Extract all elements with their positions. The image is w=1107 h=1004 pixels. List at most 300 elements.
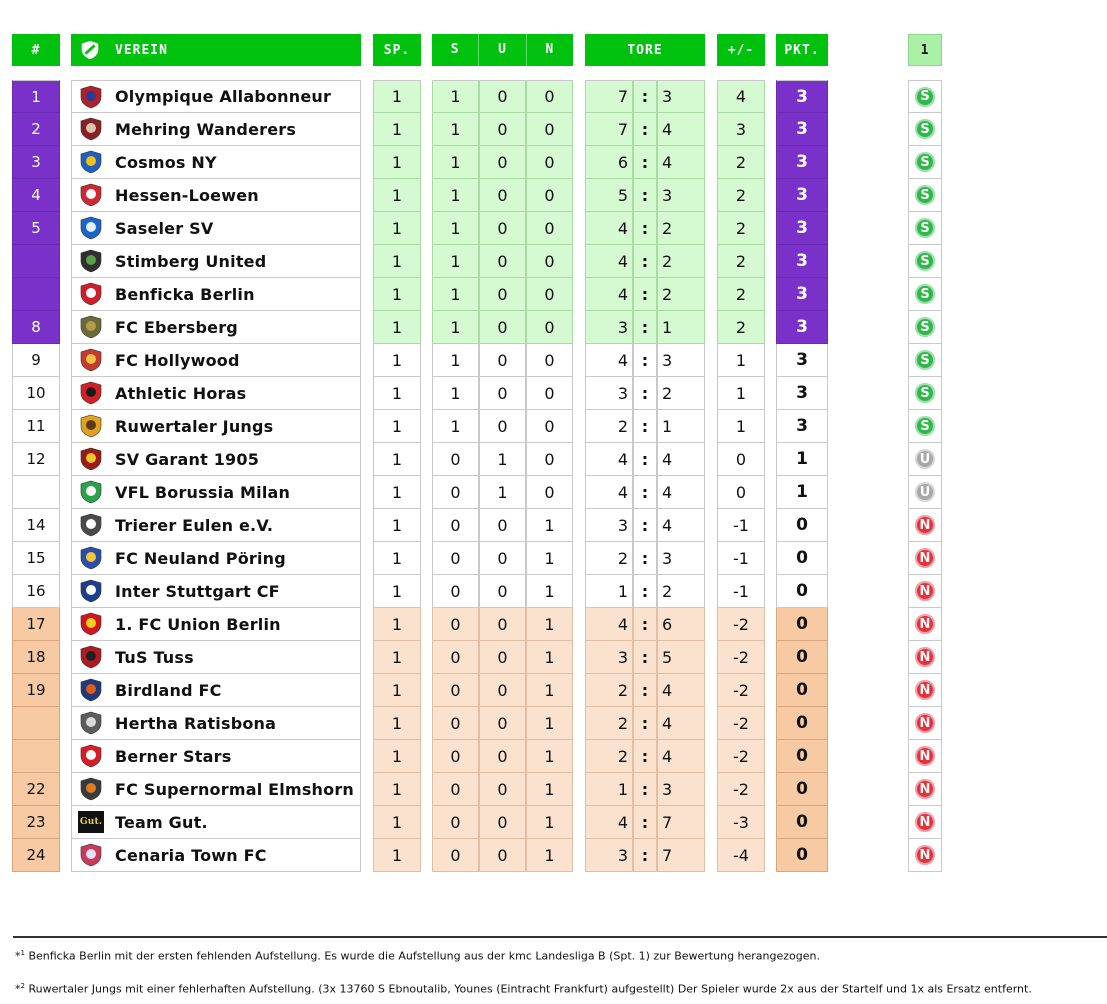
wins-cell: 0 [432,773,479,806]
rank-cell: 5 [12,212,60,245]
hertha-ratisbona-logo [78,711,104,735]
team-name[interactable]: Hessen-Loewen [115,185,259,205]
losses-cell: 1 [526,575,573,608]
goals-against-cell: 2 [657,245,705,278]
goal-diff-cell: -2 [717,707,765,740]
result-badge-icon: S [915,416,935,436]
played-cell: 1 [373,707,421,740]
points-cell: 3 [776,410,828,443]
table-row[interactable] [0,377,1107,410]
goals-separator: : [633,443,657,476]
played-cell: 1 [373,179,421,212]
goals-for-cell: 2 [585,707,633,740]
draws-cell: 0 [479,377,526,410]
cenaria-town-fc-logo [78,843,104,867]
team-cell[interactable] [71,476,361,509]
goals-for-cell: 3 [585,311,633,344]
result-badge-icon: U [915,482,935,502]
team-cell[interactable] [71,542,361,575]
points-cell: 0 [776,575,828,608]
team-name[interactable]: FC Hollywood [115,350,240,370]
result-cell [908,542,942,575]
table-row[interactable] [0,80,1107,113]
fc-union-berlin-logo-shape [79,612,103,636]
rank-cell: 15 [12,542,60,575]
sv-garant-1905-logo-shape [79,447,103,471]
rank-cell: 12 [12,443,60,476]
played-cell: 1 [373,806,421,839]
goals-for-cell: 2 [585,740,633,773]
draws-cell: 0 [479,179,526,212]
goals-for-cell: 4 [585,476,633,509]
wins-cell: 1 [432,278,479,311]
goals-for-cell: 3 [585,839,633,872]
header-tore[interactable]: TORE [585,34,705,66]
goals-for-cell: 4 [585,806,633,839]
header-pos[interactable]: # [12,34,60,66]
losses-cell: 0 [526,377,573,410]
result-cell [908,806,942,839]
table-row[interactable] [0,641,1107,674]
goals-for-cell: 4 [585,443,633,476]
table-row[interactable] [0,509,1107,542]
fc-hollywood-logo-shape [79,348,103,372]
goals-separator: : [633,179,657,212]
birdland-fc-logo [78,678,104,702]
goals-separator: : [633,641,657,674]
rank-cell [12,245,60,278]
table-row[interactable] [0,311,1107,344]
team-name[interactable]: Berner Stars [115,746,232,766]
result-badge-icon: N [915,515,935,535]
table-row[interactable] [0,674,1107,707]
team-gut-logo-text: Gut. [78,811,104,833]
table-row[interactable] [0,608,1107,641]
rank-cell: 1 [12,80,60,113]
played-cell: 1 [373,608,421,641]
header-matchday[interactable]: 1 [908,34,942,66]
losses-cell: 0 [526,146,573,179]
table-row[interactable] [0,740,1107,773]
losses-cell: 1 [526,773,573,806]
draws-cell: 0 [479,278,526,311]
team-cell[interactable] [71,344,361,377]
result-cell [908,839,942,872]
team-cell[interactable] [71,377,361,410]
draws-cell: 0 [479,674,526,707]
goals-separator: : [633,344,657,377]
goals-against-cell: 2 [657,575,705,608]
team-name[interactable]: Cenaria Town FC [115,845,267,865]
team-cell[interactable] [71,410,361,443]
played-cell: 1 [373,212,421,245]
played-cell: 1 [373,344,421,377]
goals-separator: : [633,113,657,146]
rank-cell [12,476,60,509]
team-name[interactable]: Saseler SV [115,218,214,238]
points-cell: 0 [776,806,828,839]
table-row[interactable] [0,410,1107,443]
rank-cell: 4 [12,179,60,212]
team-gut-logo [78,810,104,834]
header-s[interactable]: S [432,34,479,66]
wins-cell: 0 [432,608,479,641]
result-cell [908,80,942,113]
goal-diff-cell: -2 [717,641,765,674]
goals-separator: : [633,674,657,707]
goals-for-cell: 3 [585,377,633,410]
sv-garant-1905-logo [78,447,104,471]
losses-cell: 1 [526,509,573,542]
rank-cell: 19 [12,674,60,707]
result-badge-icon: S [915,350,935,370]
header-diff[interactable]: +/- [717,34,765,66]
losses-cell: 0 [526,443,573,476]
team-cell[interactable] [71,113,361,146]
team-name[interactable]: VFL Borussia Milan [115,482,291,502]
result-badge-icon: N [915,647,935,667]
goals-against-cell: 4 [657,113,705,146]
goal-diff-cell: 2 [717,311,765,344]
inter-stuttgart-cf-logo [78,579,104,603]
team-cell[interactable] [71,707,361,740]
goal-diff-cell: 1 [717,410,765,443]
draws-cell: 0 [479,212,526,245]
goals-separator: : [633,542,657,575]
team-cell[interactable] [71,311,361,344]
athletic-horas-logo [78,381,104,405]
table-row[interactable] [0,476,1107,509]
goals-for-cell: 5 [585,179,633,212]
losses-cell: 0 [526,278,573,311]
goals-against-cell: 2 [657,278,705,311]
losses-cell: 0 [526,344,573,377]
team-name[interactable]: 1. FC Union Berlin [115,614,281,634]
saseler-sv-logo [78,216,104,240]
cosmos-ny-logo-shape [79,150,103,174]
table-row[interactable] [0,806,1107,839]
table-row[interactable] [0,245,1107,278]
table-row[interactable] [0,278,1107,311]
points-cell: 3 [776,311,828,344]
draws-cell: 0 [479,773,526,806]
goals-for-cell: 6 [585,146,633,179]
goals-against-cell: 4 [657,674,705,707]
rank-cell: 3 [12,146,60,179]
result-badge-icon: S [915,185,935,205]
points-cell: 0 [776,674,828,707]
played-cell: 1 [373,278,421,311]
losses-cell: 0 [526,113,573,146]
played-cell: 1 [373,377,421,410]
team-name[interactable]: Inter Stuttgart CF [115,581,280,601]
wins-cell: 0 [432,674,479,707]
result-cell [908,311,942,344]
team-cell[interactable] [71,179,361,212]
played-cell: 1 [373,674,421,707]
team-cell[interactable] [71,740,361,773]
team-name[interactable]: Olympique Allabonneur [115,87,332,106]
draws-cell: 0 [479,641,526,674]
rank-cell: 22 [12,773,60,806]
points-cell: 0 [776,740,828,773]
played-cell: 1 [373,245,421,278]
goal-diff-cell: 1 [717,344,765,377]
played-cell: 1 [373,476,421,509]
team-name[interactable]: Stimberg United [115,251,267,271]
team-cell[interactable] [71,773,361,806]
goals-against-cell: 3 [657,542,705,575]
result-badge-icon: S [915,251,935,271]
result-cell [908,146,942,179]
losses-cell: 1 [526,674,573,707]
team-cell[interactable] [71,839,361,872]
table-row[interactable] [0,179,1107,212]
result-cell [908,608,942,641]
rank-cell: 18 [12,641,60,674]
table-row[interactable] [0,212,1107,245]
goal-diff-cell: -2 [717,608,765,641]
goals-for-cell: 2 [585,410,633,443]
team-cell[interactable] [71,278,361,311]
draws-cell: 0 [479,542,526,575]
footnote-2-mark: * [15,982,21,996]
draws-cell: 0 [479,740,526,773]
wins-cell: 0 [432,740,479,773]
goal-diff-cell: -2 [717,674,765,707]
result-badge-icon: S [915,152,935,172]
goals-for-cell: 4 [585,344,633,377]
goals-separator: : [633,410,657,443]
losses-cell: 0 [526,476,573,509]
points-cell: 0 [776,839,828,872]
draws-cell: 1 [479,443,526,476]
wins-cell: 1 [432,212,479,245]
header-u[interactable]: U [479,34,526,66]
goals-against-cell: 2 [657,212,705,245]
played-cell: 1 [373,410,421,443]
points-cell: 1 [776,443,828,476]
points-cell: 3 [776,377,828,410]
stimberg-united-logo-shape [79,249,103,273]
wins-cell: 1 [432,146,479,179]
table-row[interactable] [0,707,1107,740]
wins-cell: 0 [432,806,479,839]
trierer-eulen-logo [78,513,104,537]
vfl-borussia-milan-logo-shape [79,480,103,504]
draws-cell: 0 [479,113,526,146]
played-cell: 1 [373,740,421,773]
result-cell [908,509,942,542]
team-cell[interactable] [71,674,361,707]
team-cell[interactable] [71,146,361,179]
result-badge-icon: N [915,779,935,799]
draws-cell: 0 [479,311,526,344]
draws-cell: 1 [479,476,526,509]
points-cell: 3 [776,113,828,146]
result-cell [908,179,942,212]
result-badge-icon: N [915,746,935,766]
fc-supernormal-elmshorn-logo [78,777,104,801]
rank-cell: 9 [12,344,60,377]
table-row[interactable] [0,344,1107,377]
goal-diff-cell: 2 [717,212,765,245]
olympique-allabonneur-logo [78,85,104,109]
team-cell[interactable] [71,443,361,476]
team-name[interactable]: Athletic Horas [115,383,247,403]
team-name[interactable]: Mehring Wanderers [115,119,297,139]
played-cell: 1 [373,575,421,608]
points-cell: 1 [776,476,828,509]
losses-cell: 0 [526,212,573,245]
played-cell: 1 [373,773,421,806]
wins-cell: 0 [432,641,479,674]
hertha-ratisbona-logo-shape [79,711,103,735]
trierer-eulen-logo-shape [79,513,103,537]
team-name[interactable]: Birdland FC [115,680,222,700]
wins-cell: 1 [432,377,479,410]
olympique-allabonneur-logo-shape [79,85,103,109]
result-cell [908,773,942,806]
points-cell: 0 [776,707,828,740]
goal-diff-cell: 2 [717,245,765,278]
played-cell: 1 [373,641,421,674]
vfl-borussia-milan-logo [78,480,104,504]
team-cell[interactable] [71,575,361,608]
goal-diff-cell: 2 [717,278,765,311]
played-cell: 1 [373,509,421,542]
goal-diff-cell: -1 [717,509,765,542]
result-badge-icon: N [915,680,935,700]
header-sp[interactable]: SP. [373,34,421,66]
draws-cell: 0 [479,707,526,740]
goals-against-cell: 4 [657,476,705,509]
wins-cell: 1 [432,344,479,377]
team-name[interactable]: Team Gut. [115,812,208,832]
goals-against-cell: 4 [657,707,705,740]
losses-cell: 1 [526,641,573,674]
goals-separator: : [633,740,657,773]
header-sun [432,34,573,66]
team-name[interactable]: SV Garant 1905 [115,449,260,469]
goals-for-cell: 7 [585,80,633,113]
goals-for-cell: 4 [585,278,633,311]
goals-separator: : [633,773,657,806]
team-name[interactable]: Ruwertaler Jungs [115,416,274,436]
goal-diff-cell: -2 [717,740,765,773]
shield-icon [79,39,101,61]
result-cell [908,245,942,278]
points-cell: 3 [776,344,828,377]
table-row[interactable] [0,443,1107,476]
team-cell[interactable] [71,509,361,542]
points-cell: 3 [776,212,828,245]
goals-against-cell: 7 [657,839,705,872]
team-name[interactable]: FC Neuland Pöring [115,548,286,568]
header-verein[interactable] [71,34,361,66]
team-cell[interactable] [71,80,361,113]
ruwertaler-jungs-logo-shape [79,414,103,438]
fc-supernormal-elmshorn-logo-shape [79,777,103,801]
rank-cell: 8 [12,311,60,344]
rank-cell [12,278,60,311]
goals-separator: : [633,278,657,311]
rank-cell: 11 [12,410,60,443]
team-name[interactable]: Cosmos NY [115,152,217,172]
goals-for-cell: 3 [585,509,633,542]
table-row[interactable] [0,113,1107,146]
team-name[interactable]: FC Ebersberg [115,317,238,337]
footnote-2-sup: 2 [20,982,25,990]
losses-cell: 1 [526,839,573,872]
rank-cell: 2 [12,113,60,146]
points-cell: 0 [776,509,828,542]
result-cell [908,410,942,443]
table-row[interactable] [0,542,1107,575]
team-cell[interactable] [71,245,361,278]
played-cell: 1 [373,839,421,872]
goals-separator: : [633,839,657,872]
team-cell[interactable] [71,641,361,674]
team-name[interactable]: Benficka Berlin [115,284,255,304]
rank-cell [12,740,60,773]
team-cell[interactable] [71,212,361,245]
team-cell[interactable] [71,806,361,839]
rank-cell: 17 [12,608,60,641]
draws-cell: 0 [479,146,526,179]
losses-cell: 0 [526,245,573,278]
team-name[interactable]: Trierer Eulen e.V. [115,515,274,535]
berner-stars-logo [78,744,104,768]
team-name[interactable]: FC Supernormal Elmshorn [115,779,355,799]
goals-separator: : [633,608,657,641]
fc-ebersberg-logo-shape [79,315,103,339]
result-badge-icon: N [915,812,935,832]
points-cell: 3 [776,179,828,212]
result-badge-icon: N [915,548,935,568]
team-name[interactable]: Hertha Ratisbona [115,713,277,733]
table-row[interactable] [0,839,1107,872]
result-cell [908,344,942,377]
hessen-loewen-logo-shape [79,183,103,207]
rank-cell: 10 [12,377,60,410]
draws-cell: 0 [479,410,526,443]
goals-for-cell: 2 [585,674,633,707]
athletic-horas-logo-shape [79,381,103,405]
goals-separator: : [633,80,657,113]
draws-cell: 0 [479,245,526,278]
ruwertaler-jungs-logo [78,414,104,438]
table-row[interactable] [0,773,1107,806]
footnote-2-text: Ruwertaler Jungs mit einer fehlerhaften Aufstellung. (3x 13760 S Ebnoutalib, Younes (Eintracht Frankfurt) aufgestellt) Der Spieler wurde 2x aus der Startelf und 1x als Ersatz entfernt. [28,982,1032,996]
wins-cell: 0 [432,575,479,608]
wins-cell: 1 [432,245,479,278]
goals-against-cell: 7 [657,806,705,839]
header-n[interactable]: N [545,42,555,57]
table-row[interactable] [0,575,1107,608]
header-pkt[interactable]: PKT. [776,34,828,66]
goals-for-cell: 4 [585,212,633,245]
header-verein-label: VEREIN [115,42,168,58]
team-cell[interactable] [71,608,361,641]
goals-against-cell: 4 [657,509,705,542]
points-cell: 3 [776,278,828,311]
played-cell: 1 [373,146,421,179]
wins-cell: 0 [432,542,479,575]
table-row[interactable] [0,146,1107,179]
team-name[interactable]: TuS Tuss [115,647,194,667]
goal-diff-cell: -3 [717,806,765,839]
